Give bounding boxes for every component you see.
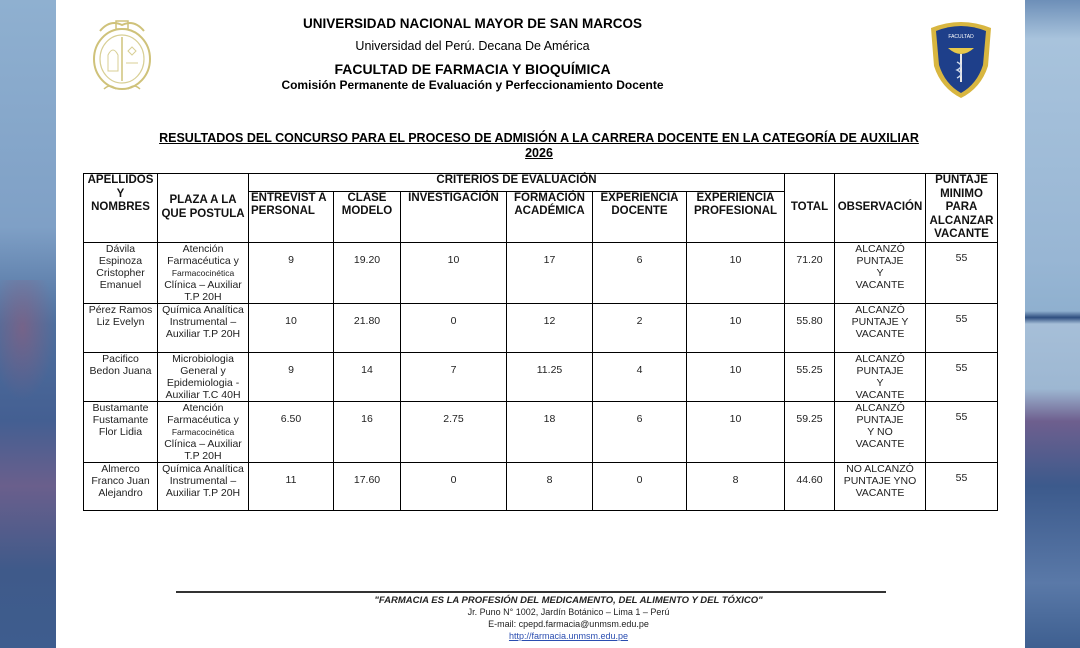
table-row	[84, 352, 998, 401]
cell-plaza: Química Analítica Instrumental – Auxiliar T.P 20H	[158, 303, 249, 352]
results-table	[83, 173, 998, 511]
value: 8	[732, 473, 739, 486]
header-row-1	[84, 174, 998, 192]
footer-email: E-mail: cpepd.farmacia@unmsm.edu.pe	[488, 619, 649, 629]
cell-total	[785, 462, 835, 510]
value: 71.20	[796, 253, 823, 266]
cell-formacion	[507, 242, 593, 303]
value: 0	[450, 314, 457, 327]
value: 12	[543, 314, 556, 327]
university-name: UNIVERSIDAD NACIONAL MAYOR DE SAN MARCOS	[302, 16, 643, 31]
plaza-part: Atención Farmacéutica y	[167, 242, 239, 267]
cell-total	[785, 352, 835, 401]
value: 44.60	[796, 473, 823, 486]
value: 10	[729, 314, 742, 327]
value: 55	[955, 251, 968, 264]
footer-motto: "FARMACIA ES LA PROFESIÓN DEL MEDICAMENTO, DEL ALIMENTO Y DEL TÓXICO"	[374, 595, 763, 606]
value: 9	[288, 253, 294, 266]
value: 6	[636, 412, 643, 425]
cell-investigacion	[401, 303, 507, 352]
cell-minimo	[926, 242, 998, 303]
cell-total	[785, 401, 835, 462]
header-entrevista: ENTREVIST A PERSONAL	[249, 191, 334, 242]
value: 17	[543, 253, 556, 266]
cell-plaza	[158, 401, 249, 462]
value: 16	[361, 412, 373, 425]
faculty-shield-icon	[926, 18, 996, 100]
title-line-1: RESULTADOS DEL CONCURSO PARA EL PROCESO DE ADMISIÓN A LA CARRERA DOCENTE EN LA CATEGORÍA DE AUXILIAR	[159, 131, 919, 145]
cell-formacion	[507, 401, 593, 462]
cell-observacion: ALCANZÓ PUNTAJE Y VACANTE	[835, 352, 926, 401]
value: 55	[955, 410, 968, 423]
header-total: TOTAL	[785, 174, 835, 243]
value: 55	[955, 361, 968, 374]
value: 0	[636, 473, 643, 486]
value: 11.25	[536, 363, 563, 376]
cell-minimo	[926, 352, 998, 401]
value: 7	[450, 363, 457, 376]
cell-investigacion	[401, 242, 507, 303]
document-page	[56, 0, 1025, 648]
table-row	[84, 401, 998, 462]
cell-observacion: NO ALCANZÓ PUNTAJE YNO VACANTE	[835, 462, 926, 510]
value: 10	[729, 412, 742, 425]
cell-exp-docente	[593, 401, 687, 462]
cell-exp-docente	[593, 352, 687, 401]
value: 19.20	[353, 253, 381, 266]
header-investigacion: INVESTIGACIÓN	[401, 191, 507, 242]
footer-address: Jr. Puno N° 1002, Jardín Botánico – Lima 1 – Perú	[467, 607, 670, 617]
cell-name: Pacifico Bedon Juana	[84, 352, 158, 401]
cell-formacion	[507, 303, 593, 352]
cell-exp-profesional	[687, 242, 785, 303]
cell-exp-docente	[593, 303, 687, 352]
value: 4	[636, 363, 643, 376]
value: 17.60	[353, 473, 381, 486]
header-exp-profesional: EXPERIENCIA PROFESIONAL	[687, 191, 785, 242]
cell-investigacion	[401, 462, 507, 510]
title-line-2: 2026	[525, 146, 553, 160]
plaza-part: Farmacocinética	[171, 267, 235, 278]
footer-divider	[176, 591, 886, 593]
cell-entrevista	[249, 352, 334, 401]
university-subtitle: Universidad del Perú. Decana De América	[355, 39, 590, 53]
shield-text: FACULTAD	[948, 34, 974, 40]
cell-entrevista	[249, 462, 334, 510]
header-clase: CLASE MODELO	[334, 191, 401, 242]
cell-clase	[334, 303, 401, 352]
header-names: APELLIDOS Y NOMBRES	[84, 174, 158, 243]
cell-clase	[334, 242, 401, 303]
cell-total	[785, 242, 835, 303]
cell-exp-profesional	[687, 401, 785, 462]
value: 10	[285, 314, 297, 327]
cell-observacion: ALCANZÓ PUNTAJE Y VACANTE	[835, 242, 926, 303]
value: 59.25	[796, 412, 823, 425]
cell-clase	[334, 401, 401, 462]
value: 9	[288, 363, 294, 376]
value: 2	[636, 314, 643, 327]
cell-observacion: ALCANZÓ PUNTAJE Y VACANTE	[835, 303, 926, 352]
cell-investigacion	[401, 401, 507, 462]
value: 14	[361, 363, 373, 376]
cell-clase	[334, 352, 401, 401]
table-row	[84, 462, 998, 510]
cell-formacion	[507, 352, 593, 401]
value: 10	[447, 253, 460, 266]
header-plaza: PLAZA A LA QUE POSTULA	[158, 174, 249, 243]
value: 55.25	[796, 363, 823, 376]
plaza-part: Farmacocinética	[171, 426, 235, 437]
cell-plaza	[158, 242, 249, 303]
cell-minimo	[926, 401, 998, 462]
cell-name: Dávila Espinoza Cristopher Emanuel	[84, 242, 158, 303]
value: 21.80	[353, 314, 381, 327]
value: 18	[543, 412, 556, 425]
footer-website-link[interactable]: http://farmacia.unmsm.edu.pe	[508, 631, 629, 641]
cell-exp-docente	[593, 242, 687, 303]
value: 55	[955, 471, 968, 484]
value: 2.75	[443, 412, 464, 425]
commission-name: Comisión Permanente de Evaluación y Perfeccionamiento Docente	[281, 78, 664, 92]
value: 11	[285, 473, 297, 486]
cell-exp-profesional	[687, 303, 785, 352]
background-photo-left	[0, 0, 56, 648]
header-criteria-group: CRITERIOS DE EVALUACIÓN	[249, 174, 785, 192]
table-row	[84, 242, 998, 303]
cell-exp-profesional	[687, 352, 785, 401]
document-title	[146, 131, 932, 161]
value: 8	[546, 473, 553, 486]
header-puntaje-minimo: PUNTAJE MINIMO PARA ALCANZAR VACANTE	[926, 174, 998, 243]
cell-name: Almerco Franco Juan Alejandro	[84, 462, 158, 510]
header-exp-docente: EXPERIENCIA DOCENTE	[593, 191, 687, 242]
faculty-name: FACULTAD DE FARMACIA Y BIOQUÍMICA	[334, 61, 611, 77]
header-formacion: FORMACIÓN ACADÉMICA	[507, 191, 593, 242]
cell-total	[785, 303, 835, 352]
cell-plaza: Química Analítica Instrumental – Auxiliar T.P 20H	[158, 462, 249, 510]
value: 6.50	[280, 412, 302, 425]
cell-name: Bustamante Fustamante Flor Lidia	[84, 401, 158, 462]
plaza-part: Clínica – Auxiliar T.P 20H	[164, 278, 242, 303]
cell-entrevista	[249, 303, 334, 352]
value: 6	[636, 253, 643, 266]
cell-clase	[334, 462, 401, 510]
cell-observacion: ALCANZÓ PUNTAJE Y NO VACANTE	[835, 401, 926, 462]
cell-exp-docente	[593, 462, 687, 510]
value: 10	[729, 253, 742, 266]
cell-investigacion	[401, 352, 507, 401]
cell-name: Pérez Ramos Liz Evelyn	[84, 303, 158, 352]
cell-minimo	[926, 462, 998, 510]
value: 55	[955, 312, 968, 325]
cell-minimo	[926, 303, 998, 352]
cell-entrevista	[249, 401, 334, 462]
value: 10	[729, 363, 742, 376]
cell-exp-profesional	[687, 462, 785, 510]
plaza-part: Atención Farmacéutica y	[167, 401, 239, 426]
background-photo-right	[1025, 0, 1080, 648]
cell-formacion	[507, 462, 593, 510]
cell-entrevista	[249, 242, 334, 303]
table-row	[84, 303, 998, 352]
value: 55.80	[796, 314, 823, 327]
plaza-part: Clínica – Auxiliar T.P 20H	[164, 437, 242, 462]
header-observacion: OBSERVACIÓN	[835, 174, 926, 243]
cell-plaza: Microbiologia General y Epidemiologia - Auxiliar T.C 40H	[158, 352, 249, 401]
value: 0	[450, 473, 457, 486]
